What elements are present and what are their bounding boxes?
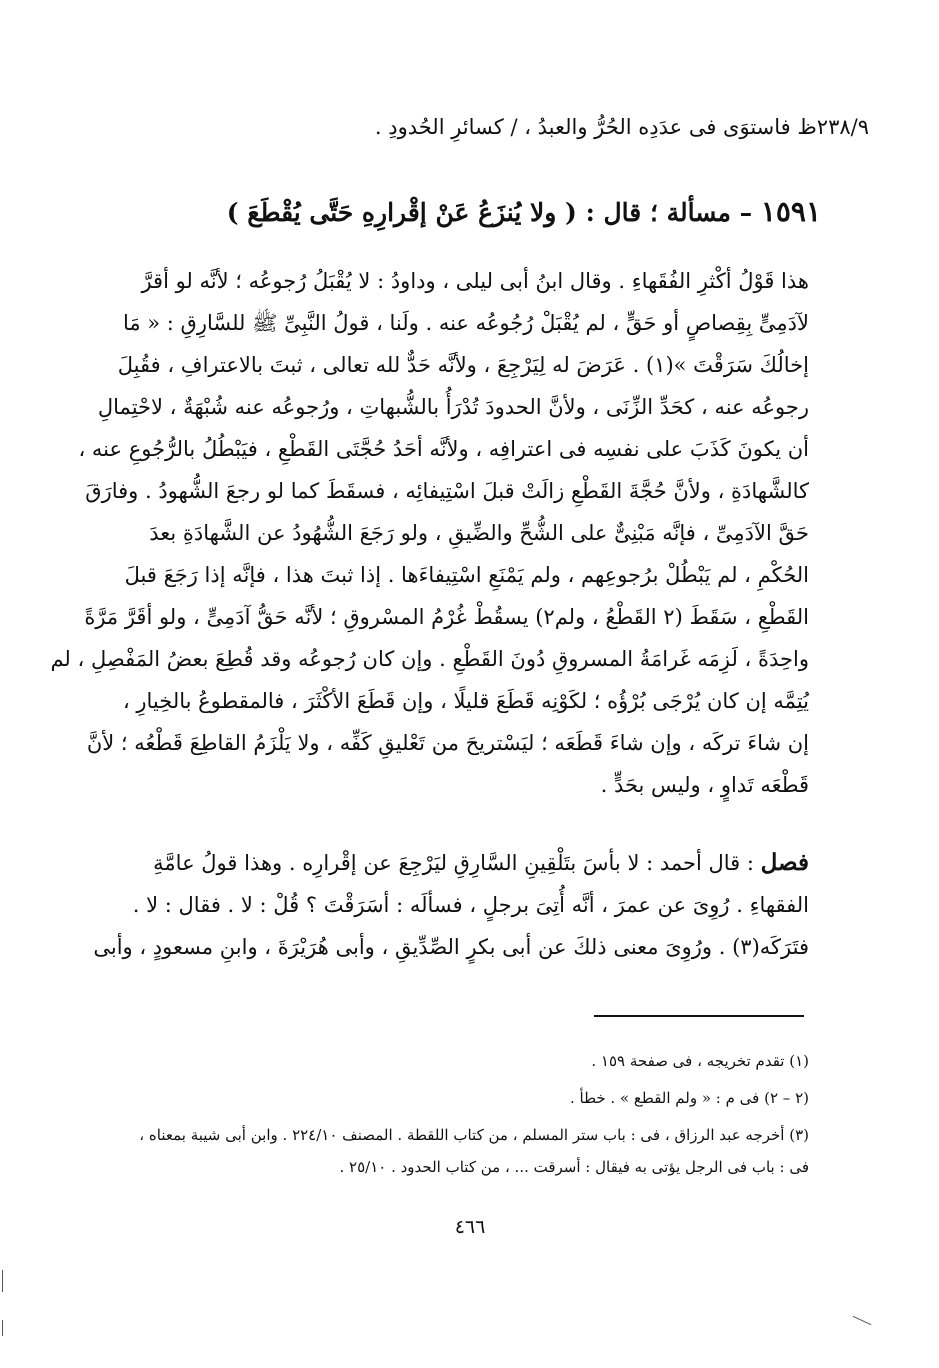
body-line: حَقَّ الآدَمِىِّ ، فإنَّه مَبْنِىٌّ على الشُّحِّ والضِّيقِ ، ولو رَجَعَ الشُّهُودُ عن الشَّهادَةِ بعدَ xyxy=(149,521,809,545)
body-line: لآدَمِىٍّ بِقِصاصٍ أو حَقٍّ ، لم يُقْبَلْ رُجُوعُه عنه . ولَنا ، قولُ النَّبِىِّ ﷺ للسَّارِقِ : « مَا xyxy=(122,311,809,335)
body-line: إن شاءَ تركَه ، وإن شاءَ قَطَعَه ؛ ليَسْتريحَ من تَعْليقِ كَفِّه ، ولا يَلْزَمُ القاطِعَ قَطْعُه ؛ لأنَّ xyxy=(86,731,809,755)
fasl-line: فتَرَكَه(٣) . ورُوِىَ معنى ذلكَ عن أبى بكرٍ الصِّدِّيقِ ، وأبى هُرَيْرَةَ ، وابنِ مسعودٍ ، وأبى xyxy=(93,935,809,959)
scan-mark xyxy=(2,1320,3,1336)
footnote: (٣) أخرجه عبد الرزاق ، فى : باب ستر المسلم ، من كتاب اللقطة . المصنف ٢٢٤/١٠ . وابن أبى شيبة بمعناه ، xyxy=(139,1126,809,1144)
body-line: هذا قَوْلُ أكْثرِ الفُقَهاءِ . وقال ابنُ أبى ليلى ، وداودُ : لا يُقْبَلُ رُجوعُه ؛ لأنَّه لو أقرَّ xyxy=(141,269,809,293)
body-line: الحُكْمِ ، لم يَبْطُلْ برُجوعِهم ، ولم يَمْنَعِ اسْتِيفاءَها . إذا ثبتَ هذا ، فإنَّه إذا رَجَعَ قبلَ xyxy=(124,563,809,587)
body-line: واحِدَةً ، لَزِمَه غَرامَةُ المسروقِ دُونَ القَطْعِ . وإن كان رُجوعُه وقد قُطِعَ بعضُ المَفْصِلِ ، لم xyxy=(50,647,809,671)
body-line: قَطْعَه تَداوٍ ، وليس بحَدٍّ . xyxy=(600,773,809,797)
continuation-line: ٢٣٨/٩ظ فاستوَى فى عدَدِه الحُرُّ والعبدُ ، / كسائرِ الحُدودِ . xyxy=(374,115,869,139)
body-line: رجوعُه عنه ، كحَدِّ الزِّنَى ، ولأنَّ الحدودَ تُدْرَأُ بالشُّبهاتِ ، ورُجوعُه عنه شُبْهَةٌ ، لاحْتِمالِ xyxy=(97,395,809,419)
footnote: (٢ – ٢) فى م : « ولم القطع » . خطأ . xyxy=(569,1089,809,1107)
issue-heading xyxy=(101,195,821,230)
body-line: القَطْعِ ، سَقَطَ (٢ القَطْعُ ، ولم٢) يسقُطْ غُرْمُ المسْروقِ ؛ لأنَّه حَقُّ آدَمِىٍّ ، ولو أقَرَّ مَرَّةً xyxy=(84,605,809,629)
footnote: (١) تقدم تخريجه ، فى صفحة ١٥٩ . xyxy=(591,1052,809,1070)
fasl-text: : قال أحمد : لا بأسَ بتَلْقِينِ السَّارِقِ ليَرْجِعَ عن إقْرارِه . وهذا قولُ عامَّةِ xyxy=(153,851,754,875)
fasl-line: الفقهاءِ . رُوِىَ عن عمرَ ، أنَّه أُتِىَ برجلٍ ، فسألَه : أسَرَقْتَ ؟ قُلْ : لا . فقال : لا . xyxy=(132,893,809,917)
body-line: يُتِمَّه إن كان يُرْجَى بُرْؤُه ؛ لكَوْنِه قَطَعَ قليلًا ، وإن قَطَعَ الأكْثَرَ ، فالمقطوعُ بالخِيارِ ، xyxy=(122,689,809,713)
fasl-label: فصل xyxy=(760,849,809,876)
body-line: إخالُكَ سَرَقْتَ »(١) . عَرَضَ له لِيَرْجِعَ ، ولأنَّه حَدٌّ لله تعالى ، ثبتَ بالاعترافِ ، فقُبِلَ xyxy=(117,353,809,377)
fasl-line xyxy=(129,848,809,880)
footnote-separator xyxy=(594,1015,804,1017)
body-line: كالشَّهادَةِ ، ولأنَّ حُجَّةَ القَطْعِ زالَتْ قبلَ اسْتِيفائِه ، فسقَطَ كما لو رجعَ الشُّهودُ . وفارَقَ xyxy=(85,479,809,503)
body-line: أن يكونَ كَذَبَ على نفسِه فى اعترافِه ، ولأنَّه أحَدُ حُجَّتَى القَطْعِ ، فيَبْطُلُ بالرُّجُوعِ عنه ، xyxy=(78,437,809,461)
scan-mark xyxy=(853,1316,872,1325)
footnote: فى : باب فى الرجل يؤتى به فيقال : أسرقت ... ، من كتاب الحدود . ٢٥/١٠ . xyxy=(339,1158,809,1176)
scan-mark xyxy=(2,1270,3,1292)
issue-number: ١٥٩١ xyxy=(760,195,821,228)
issue-title: – مسألة ؛ قال : ( ولا يُنزَعُ عَنْ إقْرارِهِ حَتَّى يُقْطَعَ ) xyxy=(226,198,753,227)
page-number: ٤٦٦ xyxy=(454,1216,486,1238)
